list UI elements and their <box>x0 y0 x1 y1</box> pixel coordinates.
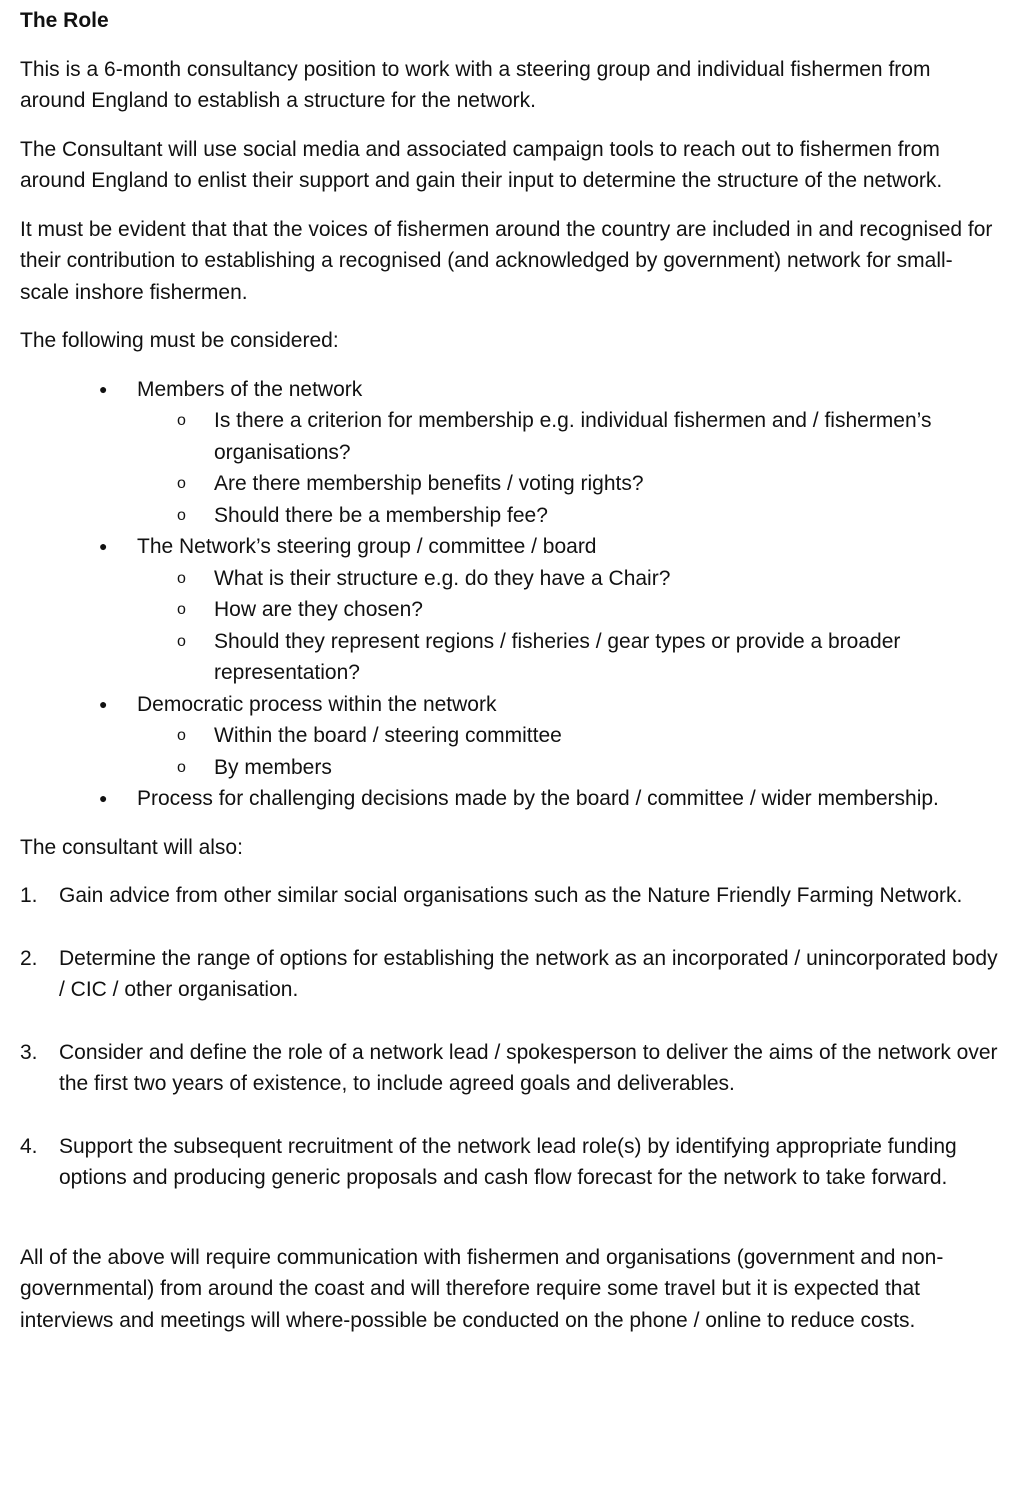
bullet-marker: ● <box>99 538 108 554</box>
bullet-marker: ● <box>99 790 108 806</box>
sub-list-item-text: How are they chosen? <box>214 598 423 621</box>
sub-list-item-text: By members <box>214 755 332 779</box>
numbered-item <box>20 1131 998 1194</box>
section-heading: The Role <box>20 9 109 32</box>
item-number: 1. <box>20 884 38 907</box>
sub-bullet-marker: o <box>177 412 186 429</box>
sub-list-item-text: Is there a criterion for membership e.g. individual fishermen and / fishermen’s organisations? <box>214 409 932 464</box>
paragraph-considerations-intro: The following must be considered: <box>20 329 339 352</box>
sub-bullet-marker: o <box>177 727 186 744</box>
sub-list-item-text: Should they represent regions / fisheries / gear types or provide a broader representation? <box>214 629 901 684</box>
tasks-list <box>20 880 998 1194</box>
sub-list <box>137 563 998 689</box>
sub-list-item <box>20 720 998 752</box>
item-number: 4. <box>20 1134 38 1158</box>
sub-list-item-text: Are there membership benefits / voting rights? <box>214 472 644 495</box>
sub-list-item-text: Should there be a membership fee? <box>214 503 548 527</box>
list-item <box>20 783 998 815</box>
paragraph-consultant-social-media: The Consultant will use social media and associated campaign tools to reach out to fishermen from around England to enlist their support and gain their input to determine the structure of the network. <box>20 137 943 192</box>
numbered-item-text: Support the subsequent recruitment of the network lead role(s) by identifying appropriate funding options and producing generic proposals and cash flow forecast for the network to take forward. <box>59 1134 957 1189</box>
sub-list-item <box>20 468 998 500</box>
bullet-marker: ● <box>99 695 108 712</box>
sub-list-item <box>20 626 998 689</box>
paragraph-consultant-also: The consultant will also: <box>20 835 243 859</box>
list-item-text: Members of the network <box>137 377 363 401</box>
list-item-text: Democratic process within the network <box>137 692 497 716</box>
sub-list <box>137 720 998 783</box>
paragraph-closing: All of the above will require communication with fishermen and organisations (government and non-governmental) from around the coast and will therefore require some travel but it is expected that interviews and meetings will where-possible be conducted on the phone / online to reduce costs. <box>20 1245 944 1332</box>
sub-list-item <box>20 752 998 784</box>
sub-list-item-text: What is their structure e.g. do they have a Chair? <box>214 566 671 590</box>
list-item-text: Process for challenging decisions made by the board / committee / wider membership. <box>137 787 939 810</box>
list-item <box>20 374 998 532</box>
numbered-item-text: Consider and define the role of a network lead / spokesperson to deliver the aims of the network over the first two years of existence, to include agreed goals and deliverables. <box>59 1040 998 1095</box>
list-item <box>20 689 998 784</box>
item-number: 2. <box>20 946 38 970</box>
sub-list-item <box>20 500 998 532</box>
sub-bullet-marker: o <box>177 632 186 650</box>
numbered-item-text: Gain advice from other similar social organisations such as the Nature Friendly Farming Network. <box>59 884 963 907</box>
paragraph-voices-of-fishermen: It must be evident that that the voices of fishermen around the country are included in and recognised for their contribution to establishing a recognised (and acknowledged by government) network for small-scale inshore fishermen. <box>20 217 993 304</box>
numbered-item <box>20 1037 998 1100</box>
sub-list-item <box>20 563 998 595</box>
numbered-item <box>20 880 998 912</box>
numbered-item <box>20 943 998 1006</box>
sub-list-item <box>20 594 998 626</box>
list-item <box>20 531 998 689</box>
considerations-list <box>20 374 998 815</box>
bullet-marker: ● <box>99 380 108 397</box>
sub-list <box>137 405 998 531</box>
sub-bullet-marker: o <box>177 475 186 492</box>
item-number: 3. <box>20 1040 38 1064</box>
sub-bullet-marker: o <box>177 601 186 618</box>
list-item-text: The Network’s steering group / committee / board <box>137 535 597 558</box>
sub-bullet-marker: o <box>177 506 186 524</box>
numbered-item-text: Determine the range of options for establishing the network as an incorporated / unincorporated body / CIC / other organisation. <box>59 946 998 1001</box>
sub-bullet-marker: o <box>177 569 186 587</box>
paragraph-intro: This is a 6-month consultancy position to work with a steering group and individual fishermen from around England to establish a structure for the network. <box>20 57 931 112</box>
sub-list-item <box>20 405 998 468</box>
sub-bullet-marker: o <box>177 758 186 776</box>
sub-list-item-text: Within the board / steering committee <box>214 724 562 747</box>
